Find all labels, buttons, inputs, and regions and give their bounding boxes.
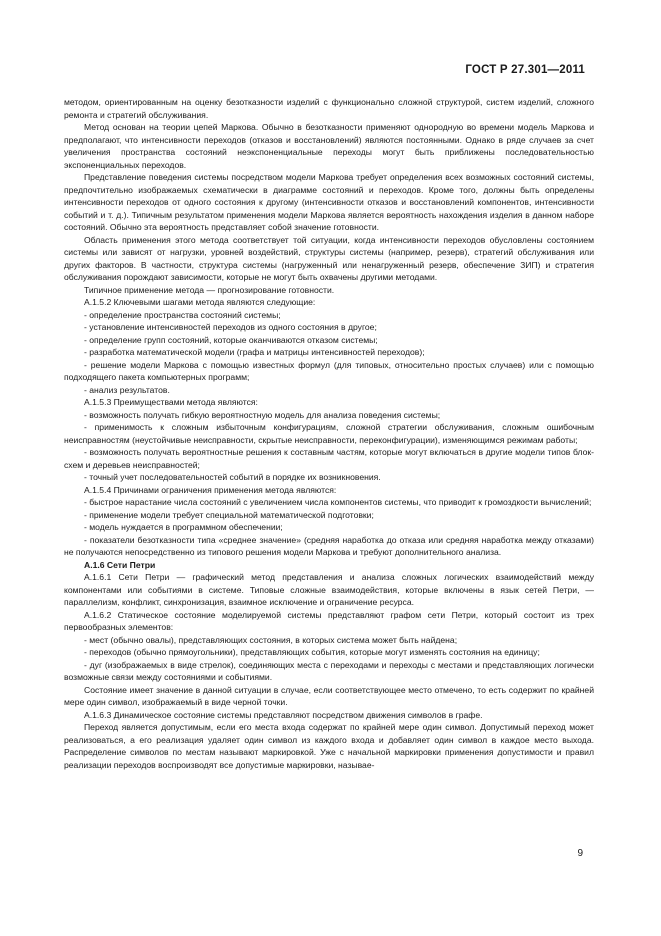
paragraph: Переход является допустимым, если его места входа содержат по крайней мере один символ. Допустимый переход может реализоваться, а его реализация удаляет один символ из каждого входа и добавляет один символ в каждое место выхода. Распределение символов по местам называют маркировкой. Уже с начальной маркировки применения допустимости и правил реализации переходов воспроизводят все допустимые маркировки, называе-: [64, 722, 594, 770]
paragraph: А.1.6.1 Сети Петри — графический метод представления и анализа сложных логических взаимодействий между компонентами или событиями в системе. Типовые сложные взаимодействия, которые включены в язык сетей Петри, — параллелизм, конфликт, синхронизация, взаимное исключение и ограничение ресурса.: [64, 572, 594, 607]
list-item: - точный учет последовательностей событий в порядке их возникновения.: [84, 472, 381, 482]
clause-heading: А.1.5.3 Преимуществами метода являются:: [84, 397, 258, 407]
body-text: [64, 96, 594, 771]
paragraph: Метод основан на теории цепей Маркова. Обычно в безотказности применяют однородную во времени модель Маркова и предполагают, что интенсивности переходов (отказов и восстановлений) являются постоянными. Однако в ряде случаев за счет увеличения пространства состояний неэкспоненциальные переходы могут быть приближены последовательностью экспоненциальных переходов.: [64, 122, 594, 170]
list-item: - дуг (изображаемых в виде стрелок), соединяющих места с переходами и переходы с местами и представляющих логически возможные связи между состояниями и событиями.: [64, 659, 594, 682]
list-item: - разработка математической модели (графа и матрицы интенсивностей переходов);: [84, 347, 425, 357]
page-number: 9: [577, 848, 583, 859]
list-item: - переходов (обычно прямоугольники), представляющих события, которые могут изменять состояния на единицу;: [84, 647, 540, 657]
paragraph: А.1.6.3 Динамическое состояние системы представляют посредством движения символов в графе.: [84, 709, 483, 720]
list-item: - определение групп состояний, которые оканчиваются отказом системы;: [84, 334, 378, 345]
list-item: - быстрое нарастание числа состояний с увеличением числа компонентов системы, что приводит к громоздкости вычислений;: [84, 497, 592, 507]
list-item: - определение пространства состояний системы;: [84, 309, 281, 320]
paragraph: Область применения этого метода соответствует той ситуации, когда интенсивности переходов обусловлены состоянием системы или зависят от нагрузки, уровней воздействий, структуры системы (например, резерв), стратегий обслуживания или других факторов. В частности, структура системы (нагруженный или ненагруженный резерв, обеспечение ЗИП) и стратегия обслуживания порождают зависимости, которые не могут быть охвачены другими методами.: [64, 234, 594, 282]
clause-heading: А.1.5.2 Ключевыми шагами метода являются следующие:: [84, 297, 316, 307]
list-item: - показатели безотказности типа «среднее значение» (средняя наработка до отказа или средняя наработка между отказами) не получаются непосредственно из типового решения модели Маркова и требуют дополнительного анализа.: [64, 534, 594, 557]
paragraph: Представление поведения системы посредством модели Маркова требует определения всех возможных состояний системы, предпочтительно изображаемых схематически в диаграмме состояний и переходов. Кроме того, должны быть определены интенсивности переходов от одного состояния к другому (интенсивности отказов и восстановлений компонентов, интенсивности событий и т. д.). Типичным результатом применения модели Маркова является вероятность нахождения изделия в данном наборе состояний. Обычно эта вероятность представляет собой значение готовности.: [64, 172, 594, 232]
list-item: - модель нуждается в программном обеспечении;: [84, 522, 283, 532]
paragraph: методом, ориентированным на оценку безотказности изделий с функционально сложной структурой, систем изделий, сложного ремонта и стратегий обслуживания.: [64, 97, 594, 120]
standard-header: ГОСТ Р 27.301—2011: [465, 64, 585, 76]
paragraph: Состояние имеет значение в данной ситуации в случае, если соответствующее место отмечено, то есть содержит по крайней мере один символ, изображаемый в виде черной точки.: [64, 684, 594, 707]
list-item: - установление интенсивностей переходов из одного состояния в другое;: [84, 322, 377, 332]
paragraph: А.1.6.2 Статическое состояние моделируемой системы представляют графом сети Петри, который состоит из трех первообразных элементов:: [64, 609, 594, 632]
list-item: - анализ результатов.: [84, 384, 170, 395]
paragraph: Типичное применение метода — прогнозирование готовности.: [84, 284, 335, 295]
list-item: - решение модели Маркова с помощью известных формул (для типовых, относительно простых случаев) или с помощью подходящего пакета компьютерных программ;: [64, 359, 594, 382]
list-item: - возможность получать гибкую вероятностную модель для анализа поведения системы;: [84, 409, 441, 420]
list-item: - применимость к сложным избыточным конфигурациям, сложной стратегии обслуживания, сложным ошибочным неисправностям (неустойчивые неисправности, скрытые неисправности, переконфигурации), изменяющимся режимам работы;: [64, 422, 594, 445]
list-item: - возможность получать вероятностные решения к составным частям, которые могут включаться в другие модели типов блок-схем и деревьев неисправностей;: [64, 447, 594, 470]
list-item: - применение модели требует специальной математической подготовки;: [84, 509, 374, 520]
list-item: - мест (обычно овалы), представляющих состояния, в которых система может быть найдена;: [84, 634, 458, 645]
section-heading: А.1.6 Сети Петри: [84, 559, 156, 570]
clause-heading: А.1.5.4 Причинами ограничения применения метода являются:: [84, 484, 337, 495]
